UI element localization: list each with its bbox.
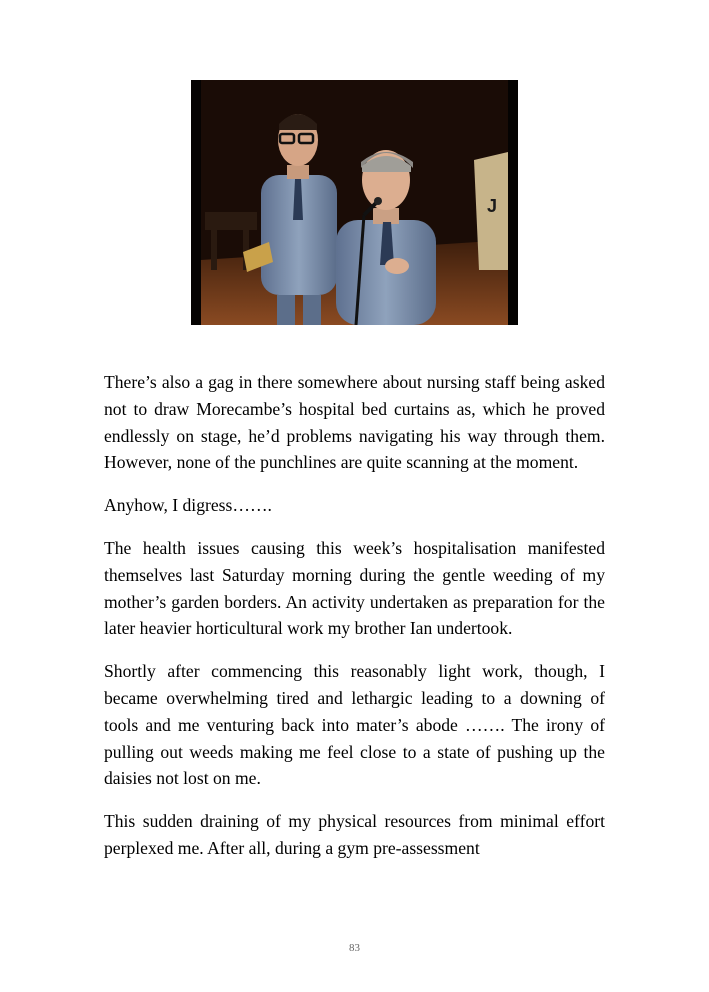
- paragraph: There’s also a gag in there somewhere about nursing staff being asked not to draw Morecambe’s hospital bed curtains as, which he proved endlessly on stage, he’d problems navigating his way through them. However, none of the punchlines are quite scanning at the moment.: [104, 372, 605, 473]
- page-number: 83: [349, 942, 360, 954]
- lectern-letter: J: [487, 196, 498, 216]
- paragraph: Anyhow, I digress…….: [104, 495, 272, 516]
- paragraph: The health issues causing this week’s hospitalisation manifested themselves last Saturday morning during the gentle weeding of my mother’s garden borders. An activity undertaken as preparation for the later heavier horticultural work my brother Ian undertook.: [104, 537, 605, 639]
- paragraph: Shortly after commencing this reasonably light work, though, I became overwhelming tired and lethargic leading to a downing of tools and me venturing back into mater’s abode ……. The irony of pulling out weeds making me feel close to a state of pushing up the daisies not lost on me.: [104, 661, 605, 789]
- body-text: [104, 369, 605, 878]
- paragraph: This sudden draining of my physical resources from minimal effort perplexed me. After all, during a gym pre-assessment: [104, 811, 605, 858]
- photo-comedians-on-stage: [191, 80, 518, 325]
